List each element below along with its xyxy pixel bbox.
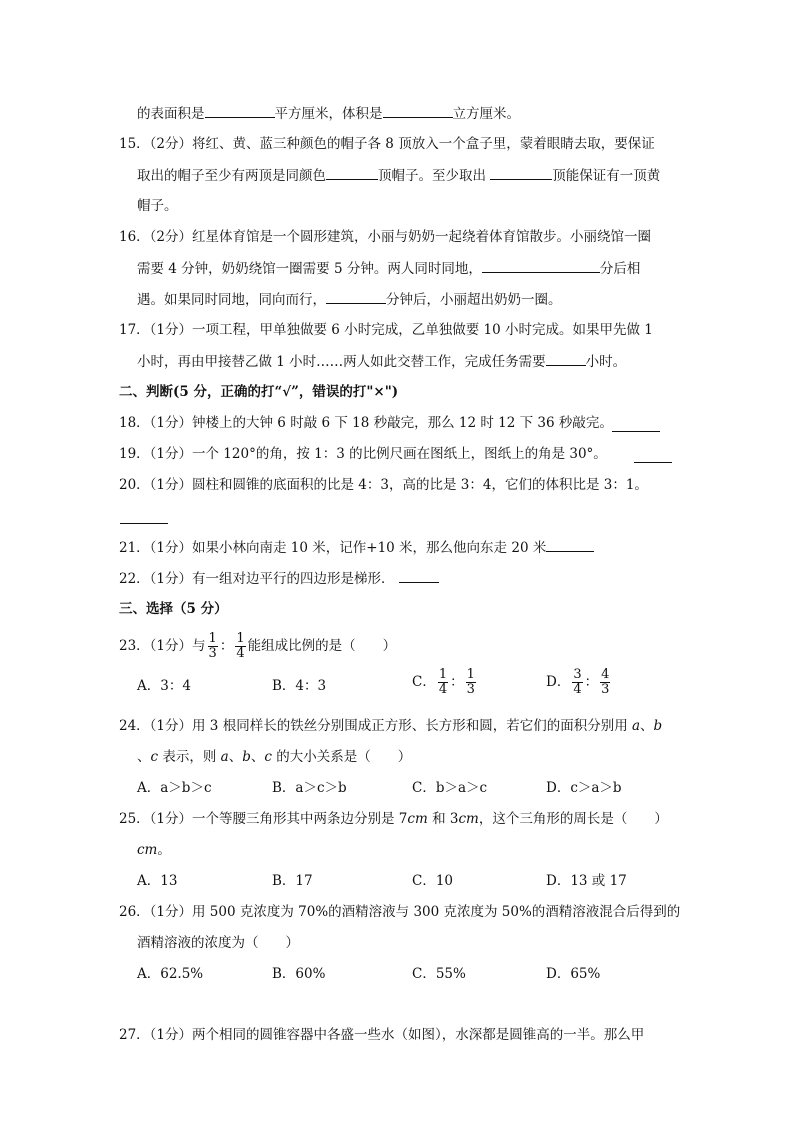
q25-line1: 25．（1分）一个等腰三角形其中两条边分别是 7cm 和 3cm，这个三角形的周长是（ ） bbox=[119, 811, 668, 827]
answer-blank[interactable] bbox=[383, 103, 453, 118]
q24-line1: 24．（1分）用 3 根同样长的铁丝分别围成正方形、长方形和圆，若它们的面积分别用 a、b bbox=[119, 718, 663, 734]
q20-line: 20．（1分）圆柱和圆锥的底面积的比是 4：3，高的比是 3：4，它们的体积比是 3：1。 bbox=[119, 477, 648, 493]
answer-blank[interactable] bbox=[482, 258, 600, 273]
section-2-heading: 二、判断(5 分，正确的打“√”，错误的打"×") bbox=[119, 384, 399, 400]
answer-blank[interactable] bbox=[326, 165, 378, 180]
fraction: $\frac{1}{4}$ bbox=[236, 631, 245, 661]
q27-line1: 27．（1分）两个相同的圆锥容器中各盛一些水（如图），水深都是圆锥高的一半。那么甲 bbox=[119, 1027, 645, 1043]
q25-option-b[interactable]: B．17 bbox=[272, 873, 313, 889]
q22-line: 22．（1分）有一组对边平行的四边形是梯形． bbox=[119, 568, 439, 589]
q26-line2: 酒精溶液的浓度为（ ） bbox=[137, 935, 299, 951]
answer-blank[interactable] bbox=[546, 351, 586, 366]
q23-option-b[interactable]: B．4：3 bbox=[272, 678, 327, 694]
answer-blank[interactable] bbox=[399, 568, 439, 583]
q25-option-c[interactable]: C．10 bbox=[412, 873, 454, 889]
fraction: $\frac{1}{3}$ bbox=[208, 631, 217, 661]
q17-line2: 小时，再由甲接替乙做 1 小时……两人如此交替工作，完成任务需要 小时。 bbox=[137, 351, 626, 372]
answer-blank[interactable] bbox=[120, 509, 168, 524]
answer-blank[interactable] bbox=[546, 537, 594, 552]
q26-line1: 26．（1分）用 500 克浓度为 70%的酒精溶液与 300 克浓度为 50%的酒精溶液混合后得到的 bbox=[119, 904, 681, 920]
q24-option-b[interactable]: B．a＞c＞b bbox=[272, 780, 347, 796]
q16-line3: 遇。如果同时同地，同向而行， 分钟后，小丽超出奶奶一圈。 bbox=[137, 289, 562, 310]
q24-option-d[interactable]: D．c＞a＞b bbox=[546, 780, 622, 796]
q23-option-c[interactable]: C． $\frac{1}{4}$ ： $\frac{1}{3}$ bbox=[412, 667, 475, 697]
answer-blank[interactable] bbox=[205, 103, 275, 118]
q23-option-a[interactable]: A．3：4 bbox=[137, 678, 191, 694]
q16-line2: 需要 4 分钟，奶奶绕馆一圈需要 5 分钟。两人同时同地， 分后相 bbox=[137, 258, 640, 279]
q19-line: 19．（1分）一个 120°的角，按 1：3 的比例尺画在图纸上，图纸上的角是 30°。 bbox=[119, 446, 607, 462]
answer-blank[interactable] bbox=[326, 289, 386, 304]
q25-option-a[interactable]: A．13 bbox=[137, 873, 178, 889]
q16-line1: 16．（2分）红星体育馆是一个圆形建筑，小丽与奶奶一起绕着体育馆散步。小丽绕馆一圈 bbox=[119, 229, 652, 245]
q26-option-d[interactable]: D．65% bbox=[546, 966, 601, 982]
q14-line: 的表面积是 平方厘米，体积是 立方厘米。 bbox=[137, 103, 520, 124]
q23-option-d[interactable]: D． $\frac{3}{4}$ ： $\frac{4}{3}$ bbox=[546, 667, 610, 697]
q25-option-d[interactable]: D．13 或 17 bbox=[546, 873, 627, 889]
q26-option-b[interactable]: B．60% bbox=[272, 966, 326, 982]
q17-line1: 17．（1分）一项工程，甲单独做要 6 小时完成，乙单独做要 10 小时完成。如果甲先做 1 bbox=[119, 322, 653, 338]
section-3-heading: 三、选择（5 分） bbox=[119, 601, 228, 617]
q21-line: 21．（1分）如果小林向南走 10 米，记作+10 米，那么他向东走 20 米 bbox=[119, 537, 594, 558]
answer-blank[interactable] bbox=[490, 165, 552, 180]
q26-option-a[interactable]: A．62.5% bbox=[137, 966, 204, 982]
answer-blank[interactable] bbox=[612, 417, 660, 432]
q15-line3: 帽子。 bbox=[137, 198, 178, 214]
q15-line1: 15．（2分）将红、黄、蓝三种颜色的帽子各 8 顶放入一个盒子里，蒙着眼睛去取，要保证 bbox=[119, 136, 655, 152]
q26-option-c[interactable]: C．55% bbox=[412, 966, 466, 982]
q24-option-c[interactable]: C．b＞a＞c bbox=[412, 780, 488, 796]
answer-blank[interactable] bbox=[634, 448, 672, 463]
q25-line2: cm。 bbox=[137, 842, 171, 858]
q23-line: 23．（1分）与 $\frac{1}{3}$ ： $\frac{1}{4}$ 能组成比例的是（ ） bbox=[119, 631, 397, 661]
q24-line2: 、c 表示，则 a、b、c 的大小关系是（ ） bbox=[137, 749, 412, 765]
q15-line2: 取出的帽子至少有两顶是同颜色 顶帽子。至少取出 顶能保证有一顶黄 bbox=[137, 165, 660, 186]
q18-line: 18．（1分）钟楼上的大钟 6 时敲 6 下 18 秒敲完，那么 12 时 12 下 36 秒敲完。 bbox=[119, 415, 613, 431]
q24-option-a[interactable]: A．a＞b＞c bbox=[137, 780, 212, 796]
